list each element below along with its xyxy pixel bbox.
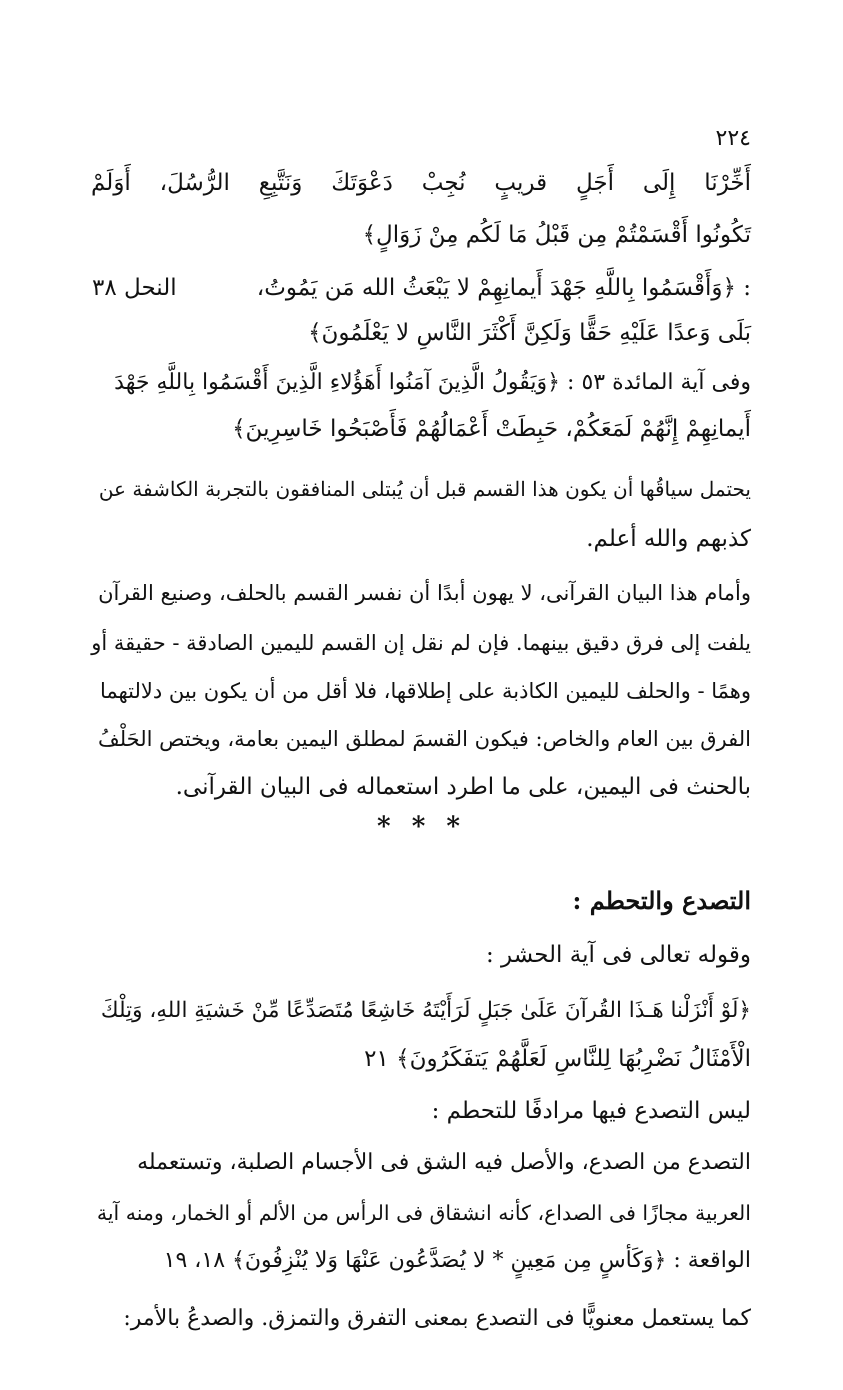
paragraph-line: يلفت إلى فرق دقيق بينهما. فإن لم نقل إن القسم لليمين الصادقة - حقيقة أو — [91, 631, 751, 655]
paragraph-line: وهمًا - والحلف لليمين الكاذبة على إطلاقها، فلا أقل من أن يكون بين دلالتهما — [99, 679, 751, 703]
paragraph-line: كذبهم والله أعلم. — [586, 526, 751, 552]
paragraph-line: العربية مجازًا فى الصداع، كأنه انشقاق فى الرأس من الألم أو الخمار، ومنه آية — [96, 1201, 751, 1225]
quran-verse-line: أَخِّرْنَا إِلَى أَجَلٍ قريبٍ نُجِبْ دَعْوَتَكَ وَنَتَّبِعِ الرُّسُلَ، أَوَلَمْ — [91, 170, 751, 196]
quran-verse-line: تَكُونُوا أَقْسَمْتُمْ مِن قَبْلُ مَا لَكُم مِنْ زَوَالٍ﴾ — [362, 222, 751, 248]
section-heading: التصدع والتحطم : — [572, 886, 751, 915]
section-separator: * * * — [377, 812, 466, 842]
paragraph-line: كما يستعمل معنويًّا فى التصدع بمعنى التفرق والتمزق. والصدعُ بالأمر: — [123, 1306, 751, 1331]
quran-verse-line: ﴿لَوْ أَنْزَلْنا هَـذَا القُرآنَ عَلَىٰ جَبَلٍ لَرَأَيْتَهُ خَاشِعًا مُتَصَدِّعًا مِّنْ خَشيَةِ اللهِ، وَتِلْكَ — [100, 998, 751, 1023]
paragraph-line: وقوله تعالى فى آية الحشر : — [485, 942, 751, 968]
surah-citation: النحل ٣٨ — [92, 275, 177, 301]
quran-verse-line: الْأَمْثَالُ نَضْرِبُهَا لِلنَّاسِ لَعَلَّهُمْ يَتفَكَرُونَ﴾ ٢١ — [364, 1046, 751, 1072]
paragraph-line: ليس التصدع فيها مرادفًا للتحطم : — [431, 1098, 751, 1124]
page-number: ٢٢٤ — [715, 126, 751, 151]
quran-verse-line: : ﴿وَأَقْسَمُوا بِاللَّهِ جَهْدَ أَيمانِهِمْ لا يَبْعَثُ الله مَن يَمُوتُ، — [256, 275, 751, 301]
paragraph-line: وأمام هذا البيان القرآنى، لا يهون أبدًا أن نفسر القسم بالحلف، وصنيع القرآن — [98, 581, 751, 605]
quran-verse-line: بَلَى وَعدًا عَلَيْهِ حَقًّا وَلَكِنَّ أَكْثَرَ النَّاسِ لا يَعْلَمُونَ﴾ — [308, 320, 751, 346]
quran-verse-line: أَيمانِهِمْ إِنَّهُمْ لَمَعَكُمْ، حَبِطَتْ أَعْمَالُهُمْ فَأَصْبَحُوا خَاسِرِينَ﴾ — [232, 416, 751, 442]
paragraph-line: وفى آية المائدة ٥٣ : ﴿وَيَقُولُ الَّذِينَ آمَنُوا أَهَؤُلاءِ الَّذِينَ أَقْسَمُوا بِاللَّهِ جَهْدَ — [114, 370, 751, 395]
paragraph-line: بالحنث فى اليمين، على ما اطرد استعماله فى البيان القرآنى. — [175, 774, 751, 800]
paragraph-line: الواقعة : ﴿وَكَأسٍ مِن مَعِينٍ * لا يُصَدَّعُون عَنْهَا وَلا يُنْزِفُونَ﴾ ١٨، ١٩ — [163, 1248, 751, 1273]
paragraph-line: الفرق بين العام والخاص: فيكون القسمَ لمطلق اليمين بعامة، ويختص الحَلْفُ — [97, 727, 751, 751]
paragraph-line: يحتمل سياقُها أن يكون هذا القسم قبل أن يُبتلى المنافقون بالتجربة الكاشفة عن — [98, 477, 751, 501]
paragraph-line: التصدع من الصدع، والأصل فيه الشق فى الأجسام الصلبة، وتستعمله — [137, 1150, 751, 1175]
